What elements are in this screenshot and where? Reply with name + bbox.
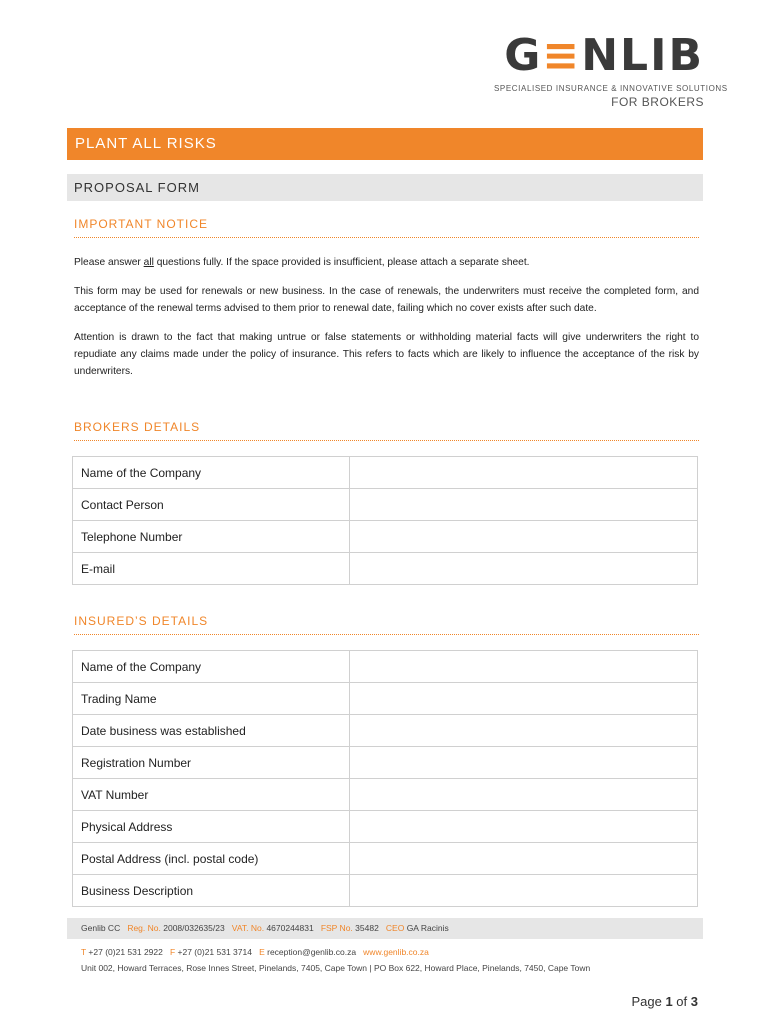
- brokers-heading: BROKERS DETAILS: [74, 420, 699, 441]
- insured-table: [72, 650, 698, 907]
- brokers-row: [73, 521, 698, 553]
- insured-field-label: Postal Address (incl. postal code): [73, 843, 350, 875]
- form-title: PLANT ALL RISKS: [67, 128, 703, 160]
- insured-row: [73, 715, 698, 747]
- insured-row: [73, 779, 698, 811]
- logo-tagline: SPECIALISED INSURANCE & INNOVATIVE SOLUTIONS: [494, 84, 728, 93]
- insured-heading: INSURED’S DETAILS: [74, 614, 699, 635]
- insured-field-input[interactable]: [350, 779, 698, 811]
- brokers-field-input[interactable]: [350, 521, 698, 553]
- genlib-logo: [494, 30, 728, 109]
- insured-field-label: Date business was established: [73, 715, 350, 747]
- footer-email-link[interactable]: reception@genlib.co.za: [267, 947, 357, 957]
- insured-field-input[interactable]: [350, 715, 698, 747]
- insured-row: [73, 683, 698, 715]
- brokers-field-label: Name of the Company: [73, 457, 350, 489]
- insured-field-label: Registration Number: [73, 747, 350, 779]
- notice-paragraph-3: Attention is drawn to the fact that making untrue or false statements or withholding material facts will give underwriters the right to repudiate any claims made under the policy of insurance. This refers to facts which are likely to influence the acceptance of the risk by underwriters.: [74, 332, 699, 377]
- insured-row: [73, 811, 698, 843]
- footer-company-bar: Genlib CC Reg. No. 2008/032635/23 VAT. No. 4670244831 FSP No. 35482 CEO GA Racinis: [67, 918, 703, 939]
- important-notice: [74, 254, 699, 392]
- page-number: Page 1 of 3: [631, 994, 698, 1009]
- brokers-row: [73, 457, 698, 489]
- form-subtitle: PROPOSAL FORM: [67, 174, 703, 201]
- insured-row: [73, 651, 698, 683]
- brokers-field-input[interactable]: [350, 553, 698, 585]
- brokers-row: [73, 489, 698, 521]
- brokers-row: [73, 553, 698, 585]
- insured-row: [73, 747, 698, 779]
- page-footer: [67, 918, 703, 976]
- brokers-field-label: Contact Person: [73, 489, 350, 521]
- insured-field-input[interactable]: [350, 843, 698, 875]
- insured-field-input[interactable]: [350, 811, 698, 843]
- notice-paragraph-1: Please answer all questions fully. If the space provided is insufficient, please attach a separate sheet.: [74, 257, 530, 268]
- footer-web-link[interactable]: www.genlib.co.za: [363, 947, 429, 957]
- brokers-field-input[interactable]: [350, 489, 698, 521]
- footer-address: Unit 002, Howard Terraces, Rose Innes Street, Pinelands, 7405, Cape Town | PO Box 622, Howard Place, Pinelands, 7450, Cape Town: [81, 963, 591, 973]
- notice-heading: IMPORTANT NOTICE: [74, 217, 699, 238]
- logo-subtitle: FOR BROKERS: [611, 95, 704, 109]
- insured-field-label: VAT Number: [73, 779, 350, 811]
- insured-field-input[interactable]: [350, 747, 698, 779]
- insured-field-label: Trading Name: [73, 683, 350, 715]
- footer-contact: T +27 (0)21 531 2922 F +27 (0)21 531 3714 E reception@genlib.co.za www.genlib.co.za Unit 002, Howard Terraces, Rose Innes Street, Pinelands, 7405, Cape Town | PO Box 622, Howard Place, Pinelands, 7450, Cape Town: [67, 944, 703, 976]
- brokers-field-input[interactable]: [350, 457, 698, 489]
- insured-field-label: Name of the Company: [73, 651, 350, 683]
- insured-field-label: Physical Address: [73, 811, 350, 843]
- notice-paragraph-2: This form may be used for renewals or new business. In the case of renewals, the underwriters must receive the completed form, and acceptance of the renewal terms advised to them prior to renewal date, failing which no cover exists after such date.: [74, 286, 699, 314]
- insured-field-input[interactable]: [350, 651, 698, 683]
- brokers-field-label: E-mail: [73, 553, 350, 585]
- insured-field-input[interactable]: [350, 683, 698, 715]
- brokers-field-label: Telephone Number: [73, 521, 350, 553]
- insured-row: [73, 843, 698, 875]
- brokers-table: [72, 456, 698, 585]
- logo-wordmark: G≡NLIB: [504, 30, 704, 81]
- insured-field-input[interactable]: [350, 875, 698, 907]
- insured-field-label: Business Description: [73, 875, 350, 907]
- insured-row: [73, 875, 698, 907]
